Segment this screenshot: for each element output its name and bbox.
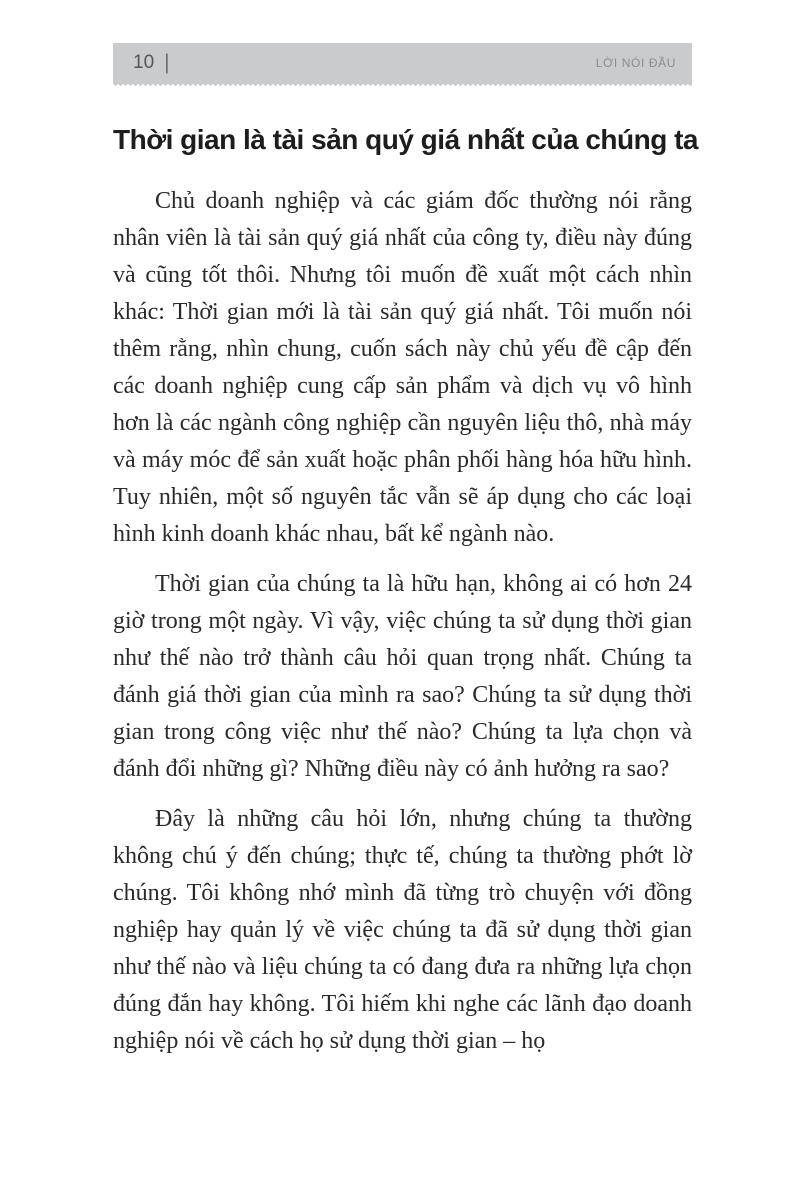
- body-paragraph-3: Đây là những câu hỏi lớn, nhưng chúng ta thường không chú ý đến chúng; thực tế, chúng ta thường phớt lờ chúng. Tôi không nhớ mình đã từng trò chuyện với đồng nghiệp hay quản lý về việc chúng ta đã sử dụng thời gian như thế nào và liệu chúng ta có đang đưa ra những lựa chọn đúng đắn hay không. Tôi hiếm khi nghe các lãnh đạo doanh nghiệp nói về cách họ sử dụng thời gian – họ: [113, 806, 692, 1054]
- body-paragraph-2: Thời gian của chúng ta là hữu hạn, không ai có hơn 24 giờ trong một ngày. Vì vậy, việc chúng ta sử dụng thời gian như thế nào trở thành câu hỏi quan trọng nhất. Chúng ta đánh giá thời gian của mình ra sao? Chúng ta sử dụng thời gian trong công việc như thế nào? Chúng ta lựa chọn và đánh đổi những gì? Những điều này có ảnh hưởng ra sao?: [113, 571, 692, 782]
- page-header: [113, 43, 692, 87]
- section-title: LỜI NÓI ĐẦU: [595, 55, 676, 70]
- page-content: [113, 124, 698, 1060]
- chapter-heading: Thời gian là tài sản quý giá nhất của chúng ta: [113, 124, 698, 155]
- body-paragraph-1: Chủ doanh nghiệp và các giám đốc thường nói rằng nhân viên là tài sản quý giá nhất của công ty, điều này đúng và cũng tốt thôi. Nhưng tôi muốn đề xuất một cách nhìn khác: Thời gian mới là tài sản quý giá nhất. Tôi muốn nói thêm rằng, nhìn chung, cuốn sách này chủ yếu đề cập đến các doanh nghiệp cung cấp sản phẩm và dịch vụ vô hình hơn là các ngành công nghiệp cần nguyên liệu thô, nhà máy và máy móc để sản xuất hoặc phân phối hàng hóa hữu hình. Tuy nhiên, một số nguyên tắc vẫn sẽ áp dụng cho các loại hình kinh doanh khác nhau, bất kể ngành nào.: [113, 188, 692, 547]
- header-bar: [113, 43, 692, 82]
- page-number: 10: [133, 52, 155, 73]
- header-bar-perforated-edge: [113, 82, 692, 87]
- page-number-divider: |: [164, 51, 170, 74]
